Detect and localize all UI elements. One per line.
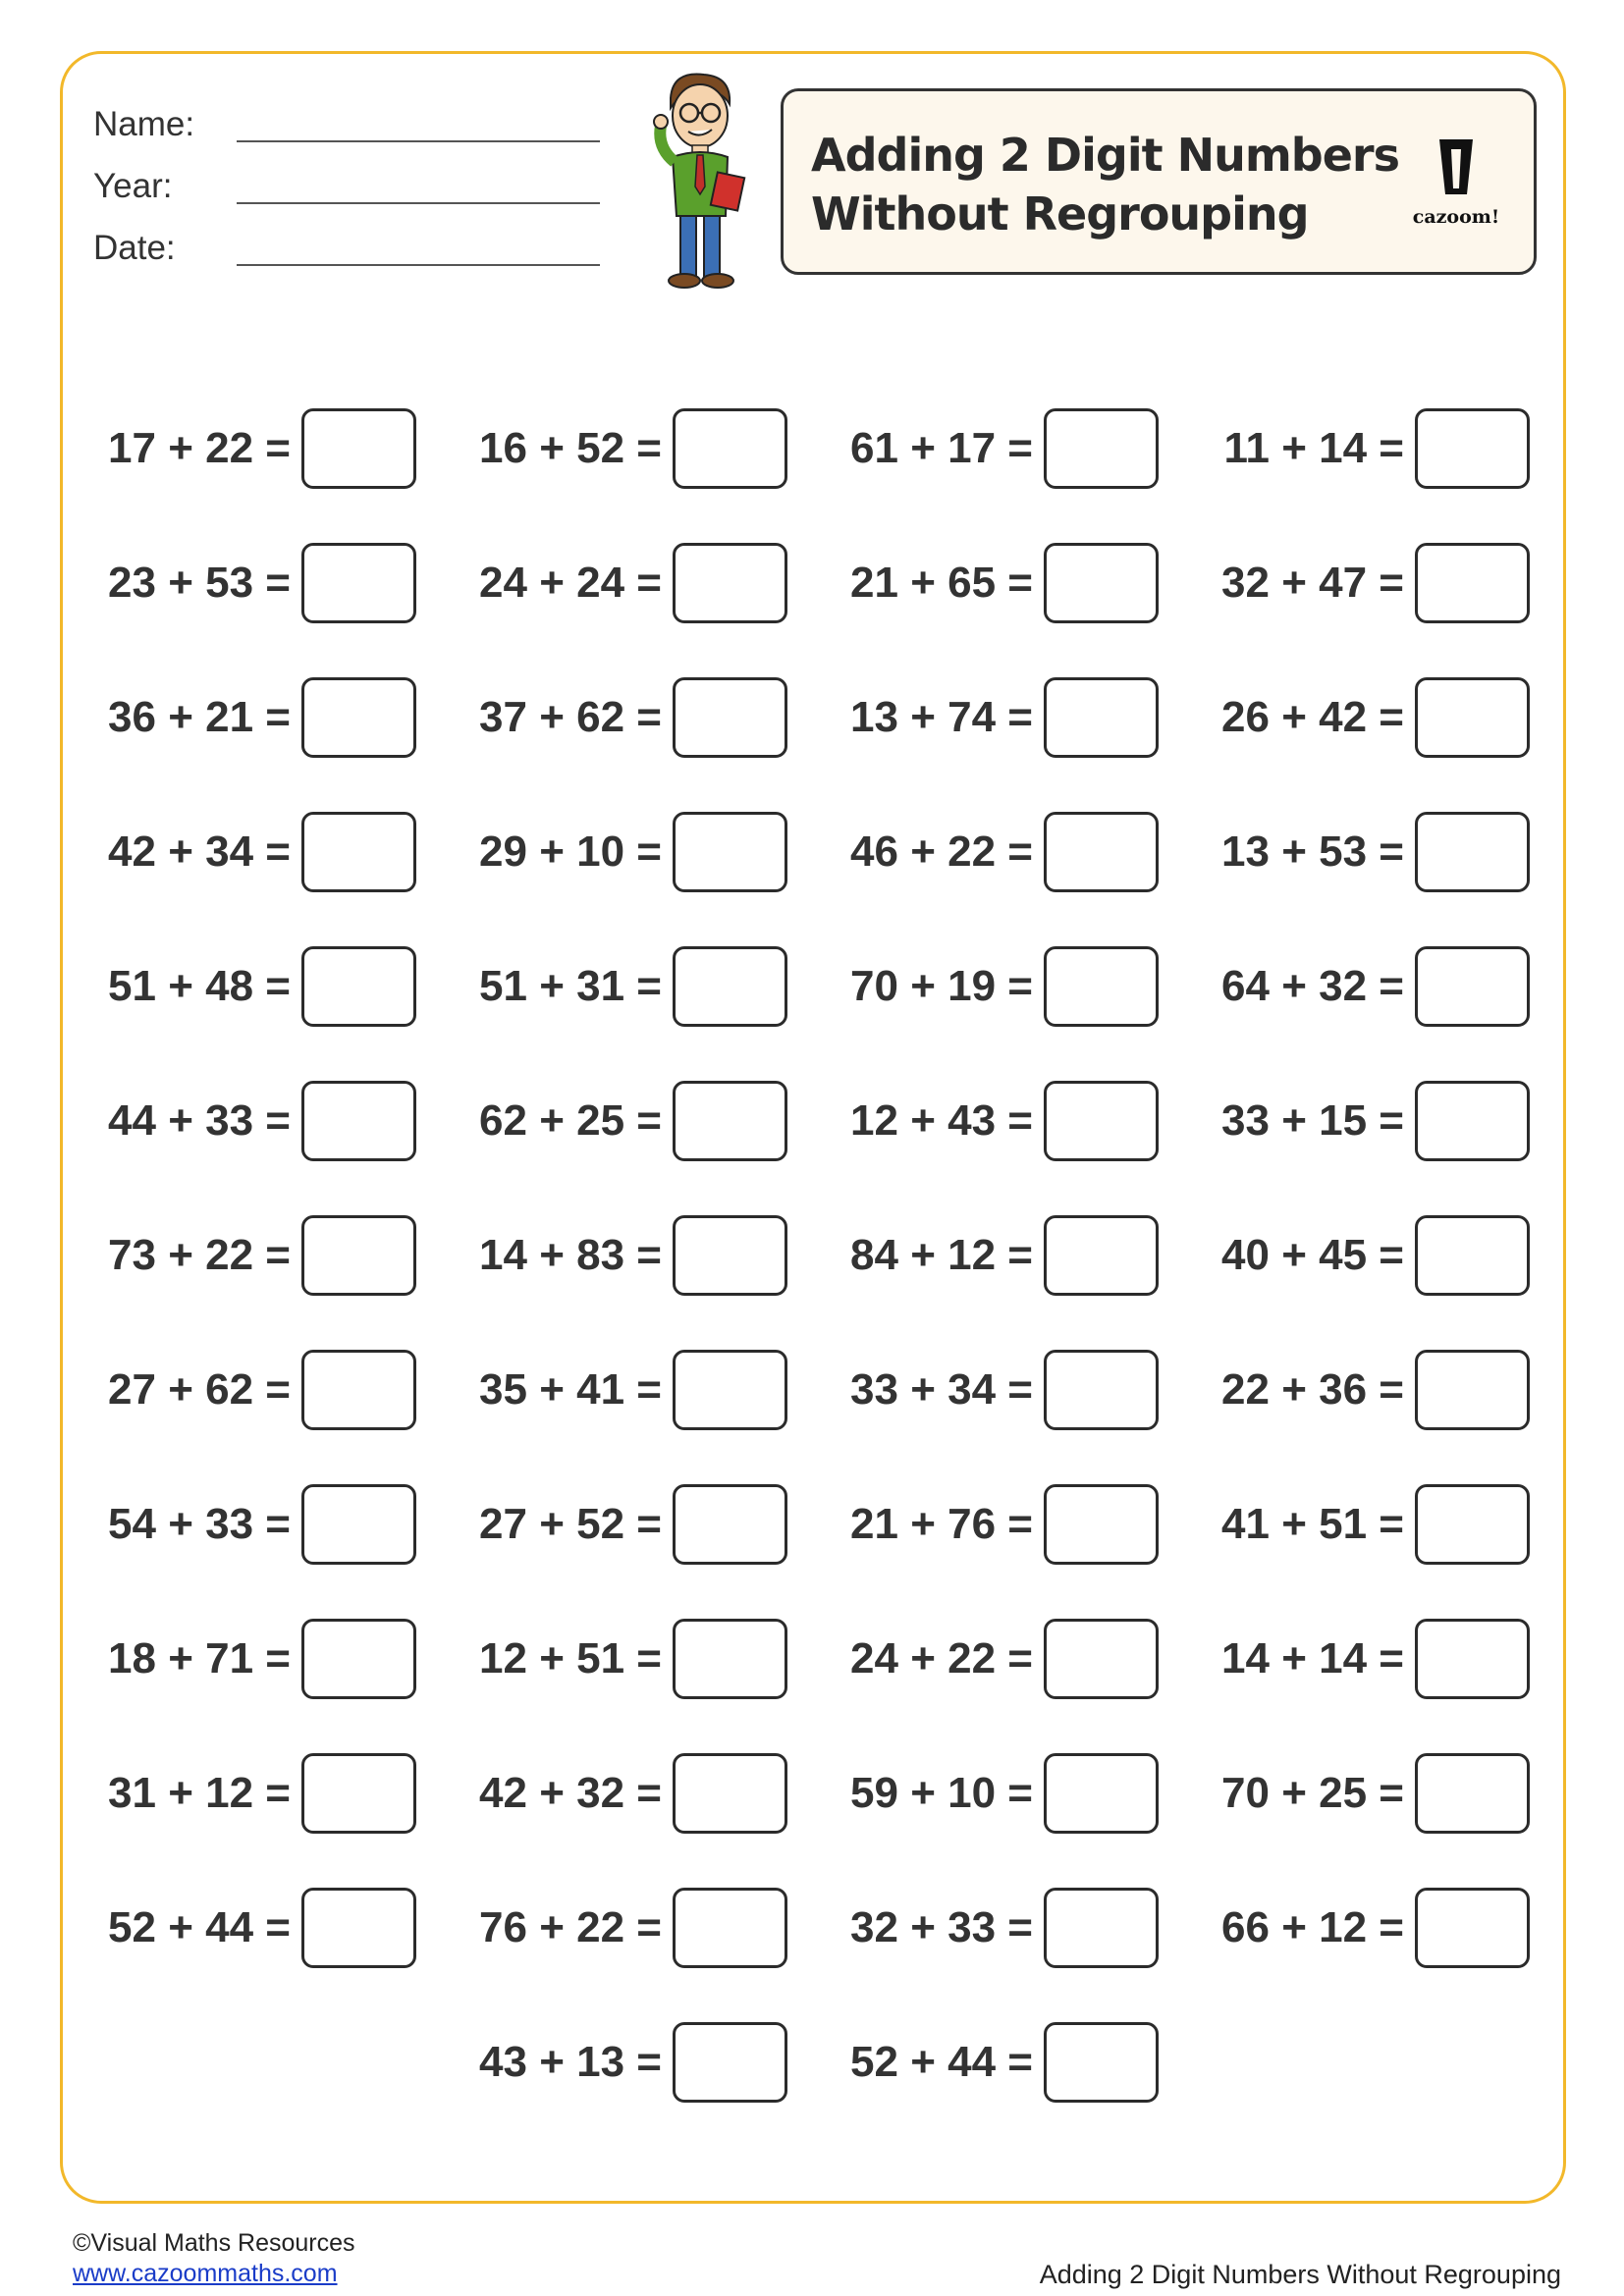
problem-item <box>835 543 1159 623</box>
problem-expression: 42 + 32 = <box>479 1769 662 1817</box>
problem-item <box>463 408 787 489</box>
problem-expression: 51 + 31 = <box>479 962 662 1010</box>
problem-expression: 32 + 47 = <box>1221 559 1404 607</box>
problem-expression: 62 + 25 = <box>479 1096 662 1145</box>
problem-item <box>1206 1484 1530 1565</box>
answer-box[interactable] <box>1415 543 1530 623</box>
problem-expression: 59 + 10 = <box>850 1769 1033 1817</box>
problem-item <box>1206 677 1530 758</box>
problem-item <box>1206 812 1530 892</box>
answer-box[interactable] <box>301 408 416 489</box>
title-box <box>781 88 1537 275</box>
problem-expression: 40 + 45 = <box>1221 1231 1404 1279</box>
problem-expression: 21 + 76 = <box>850 1500 1033 1548</box>
problem-expression: 46 + 22 = <box>850 828 1033 876</box>
answer-box[interactable] <box>1415 946 1530 1027</box>
problem-expression: 76 + 22 = <box>479 1903 662 1951</box>
problem-item <box>463 946 787 1027</box>
answer-box[interactable] <box>301 1484 416 1565</box>
problem-expression: 41 + 51 = <box>1221 1500 1404 1548</box>
problem-item <box>463 543 787 623</box>
answer-box[interactable] <box>673 1484 787 1565</box>
problem-item <box>835 1350 1159 1430</box>
problem-item <box>1206 1619 1530 1699</box>
answer-box[interactable] <box>1415 1888 1530 1968</box>
problem-item <box>835 812 1159 892</box>
problem-expression: 73 + 22 = <box>108 1231 291 1279</box>
problem-expression: 84 + 12 = <box>850 1231 1033 1279</box>
answer-box[interactable] <box>1415 1619 1530 1699</box>
footer-credits <box>73 2228 355 2289</box>
problem-item <box>835 408 1159 489</box>
problem-expression: 70 + 19 = <box>850 962 1033 1010</box>
problem-item <box>463 1888 787 1968</box>
problem-item <box>463 1484 787 1565</box>
problem-item <box>92 1484 416 1565</box>
problem-item <box>92 812 416 892</box>
problem-item <box>1206 1753 1530 1834</box>
problem-expression: 12 + 43 = <box>850 1096 1033 1145</box>
problem-expression: 61 + 17 = <box>850 424 1033 472</box>
answer-box[interactable] <box>673 1350 787 1430</box>
date-label: Date: <box>93 229 176 267</box>
answer-box[interactable] <box>1415 677 1530 758</box>
problem-item <box>463 1081 787 1161</box>
problem-expression: 43 + 13 = <box>479 2038 662 2086</box>
answer-box[interactable] <box>673 812 787 892</box>
answer-box[interactable] <box>673 1888 787 1968</box>
problem-expression: 24 + 22 = <box>850 1634 1033 1682</box>
problem-expression: 22 + 36 = <box>1221 1365 1404 1414</box>
date-line[interactable] <box>237 264 600 266</box>
problem-expression: 37 + 62 = <box>479 693 662 741</box>
problem-expression: 27 + 52 = <box>479 1500 662 1548</box>
answer-box[interactable] <box>673 1619 787 1699</box>
year-line[interactable] <box>237 202 600 204</box>
problem-expression: 33 + 15 = <box>1221 1096 1404 1145</box>
year-label: Year: <box>93 167 173 205</box>
problem-expression: 12 + 51 = <box>479 1634 662 1682</box>
problem-item <box>1206 1081 1530 1161</box>
problem-item <box>463 1753 787 1834</box>
answer-box[interactable] <box>1044 812 1159 892</box>
problem-item <box>835 2022 1159 2103</box>
problem-expression: 14 + 83 = <box>479 1231 662 1279</box>
problem-expression: 52 + 44 = <box>108 1903 291 1951</box>
problem-item <box>1206 543 1530 623</box>
problem-expression: 32 + 33 = <box>850 1903 1033 1951</box>
problem-item <box>1206 1215 1530 1296</box>
problem-expression: 11 + 14 = <box>1223 424 1404 472</box>
problem-expression: 26 + 42 = <box>1221 693 1404 741</box>
answer-box[interactable] <box>673 677 787 758</box>
footer-worksheet-title: Adding 2 Digit Numbers Without Regrouping <box>1039 2260 1561 2289</box>
problem-item <box>92 1888 416 1968</box>
problem-expression: 23 + 53 = <box>108 559 291 607</box>
answer-box[interactable] <box>301 1215 416 1296</box>
problem-item <box>835 1888 1159 1968</box>
answer-box[interactable] <box>673 1753 787 1834</box>
answer-box[interactable] <box>1415 1484 1530 1565</box>
problem-item <box>835 1215 1159 1296</box>
answer-box[interactable] <box>1044 1753 1159 1834</box>
title-line-1: Adding 2 Digit Numbers <box>811 129 1399 182</box>
problem-item <box>1206 408 1530 489</box>
answer-box[interactable] <box>301 677 416 758</box>
answer-box[interactable] <box>1044 677 1159 758</box>
teacher-mascot-icon <box>643 69 756 294</box>
problem-item <box>463 1619 787 1699</box>
name-line[interactable] <box>237 140 600 142</box>
problem-expression: 16 + 52 = <box>479 424 662 472</box>
problem-item <box>463 1350 787 1430</box>
problem-expression: 27 + 62 = <box>108 1365 291 1414</box>
answer-box[interactable] <box>1415 1753 1530 1834</box>
problem-expression: 31 + 12 = <box>108 1769 291 1817</box>
copyright-text: ©Visual Maths Resources <box>73 2229 355 2257</box>
answer-box[interactable] <box>301 946 416 1027</box>
answer-box[interactable] <box>1415 408 1530 489</box>
answer-box[interactable] <box>673 543 787 623</box>
answer-box[interactable] <box>1044 1619 1159 1699</box>
problem-item <box>835 1753 1159 1834</box>
problem-expression: 18 + 71 = <box>108 1634 291 1682</box>
problem-expression: 17 + 22 = <box>108 424 291 472</box>
answer-box[interactable] <box>673 1081 787 1161</box>
problem-expression: 35 + 41 = <box>479 1365 662 1414</box>
problem-item <box>92 677 416 758</box>
problem-item <box>835 1619 1159 1699</box>
problem-item <box>1206 946 1530 1027</box>
answer-box[interactable] <box>1044 1215 1159 1296</box>
answer-box[interactable] <box>301 1753 416 1834</box>
answer-box[interactable] <box>673 408 787 489</box>
problem-expression: 64 + 32 = <box>1221 962 1404 1010</box>
problem-item <box>92 1215 416 1296</box>
problem-expression: 13 + 53 = <box>1221 828 1404 876</box>
problem-item <box>835 946 1159 1027</box>
answer-box[interactable] <box>1044 1081 1159 1161</box>
problem-item <box>1206 1888 1530 1968</box>
problem-expression: 13 + 74 = <box>850 693 1033 741</box>
problem-expression: 51 + 48 = <box>108 962 291 1010</box>
answer-box[interactable] <box>301 543 416 623</box>
problem-expression: 52 + 44 = <box>850 2038 1033 2086</box>
answer-box[interactable] <box>1415 812 1530 892</box>
answer-box[interactable] <box>1415 1081 1530 1161</box>
answer-box[interactable] <box>1044 1350 1159 1430</box>
problem-item <box>835 1484 1159 1565</box>
problem-item <box>1206 1350 1530 1430</box>
answer-box[interactable] <box>301 812 416 892</box>
answer-box[interactable] <box>1044 2022 1159 2103</box>
answer-box[interactable] <box>1044 1484 1159 1565</box>
problem-expression: 24 + 24 = <box>479 559 662 607</box>
problem-item <box>92 408 416 489</box>
problem-item <box>92 1753 416 1834</box>
answer-box[interactable] <box>301 1619 416 1699</box>
answer-box[interactable] <box>1044 543 1159 623</box>
problem-item <box>92 946 416 1027</box>
problem-expression: 21 + 65 = <box>850 559 1033 607</box>
answer-box[interactable] <box>673 946 787 1027</box>
title-line-2: Without Regrouping <box>811 187 1309 240</box>
answer-box[interactable] <box>301 1350 416 1430</box>
problem-expression: 54 + 33 = <box>108 1500 291 1548</box>
logo-text: cazoom! <box>1412 206 1500 228</box>
answer-box[interactable] <box>301 1888 416 1968</box>
answer-box[interactable] <box>673 1215 787 1296</box>
answer-box[interactable] <box>1044 408 1159 489</box>
problem-expression: 29 + 10 = <box>479 828 662 876</box>
answer-box[interactable] <box>1044 1888 1159 1968</box>
problem-item <box>463 1215 787 1296</box>
cazoom-logo <box>1402 135 1510 234</box>
problem-expression: 42 + 34 = <box>108 828 291 876</box>
problem-item <box>92 543 416 623</box>
website-link[interactable]: www.cazoommaths.com <box>73 2260 338 2287</box>
answer-box[interactable] <box>1415 1350 1530 1430</box>
problem-expression: 33 + 34 = <box>850 1365 1033 1414</box>
problem-expression: 70 + 25 = <box>1221 1769 1404 1817</box>
answer-box[interactable] <box>673 2022 787 2103</box>
problem-item <box>463 677 787 758</box>
problem-item <box>835 1081 1159 1161</box>
problem-item <box>92 1350 416 1430</box>
problem-item <box>463 2022 787 2103</box>
answer-box[interactable] <box>301 1081 416 1161</box>
problem-item <box>835 677 1159 758</box>
answer-box[interactable] <box>1044 946 1159 1027</box>
name-label: Name: <box>93 105 195 143</box>
problem-expression: 14 + 14 = <box>1221 1634 1404 1682</box>
problem-item <box>92 1081 416 1161</box>
answer-box[interactable] <box>1415 1215 1530 1296</box>
problem-item <box>92 1619 416 1699</box>
problem-item <box>463 812 787 892</box>
cazoom-logo-icon <box>1402 135 1510 204</box>
problem-expression: 66 + 12 = <box>1221 1903 1404 1951</box>
problem-expression: 44 + 33 = <box>108 1096 291 1145</box>
problem-expression: 36 + 21 = <box>108 693 291 741</box>
